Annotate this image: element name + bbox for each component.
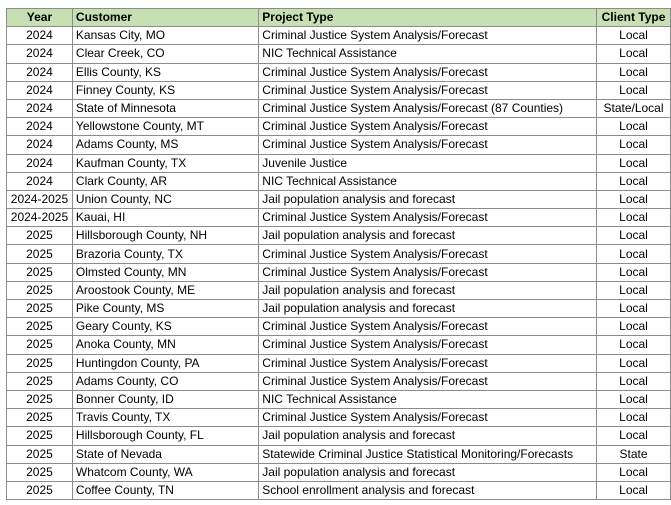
table-row [7,172,671,190]
cell-client-type: State [597,445,671,463]
cell-client-type: State/Local [597,99,671,117]
table-row [7,190,671,208]
cell-year: 2025 [7,300,73,318]
cell-project-type: NIC Technical Assistance [259,45,597,63]
cell-customer: Hillsborough County, NH [72,227,258,245]
cell-client-type: Local [597,136,671,154]
cell-client-type: Local [597,63,671,81]
cell-project-type: Criminal Justice System Analysis/Forecast [259,63,597,81]
cell-year: 2024 [7,63,73,81]
cell-client-type: Local [597,190,671,208]
cell-project-type: Criminal Justice System Analysis/Forecast [259,118,597,136]
cell-year: 2025 [7,481,73,499]
cell-customer: Ellis County, KS [72,63,258,81]
cell-year: 2024 [7,118,73,136]
cell-project-type: Jail population analysis and forecast [259,300,597,318]
cell-project-type: Jail population analysis and forecast [259,427,597,445]
cell-customer: Pike County, MS [72,300,258,318]
cell-project-type: Criminal Justice System Analysis/Forecast [259,209,597,227]
table-row [7,336,671,354]
cell-project-type: Criminal Justice System Analysis/Forecast [259,318,597,336]
cell-project-type: Criminal Justice System Analysis/Forecast (87 Counties) [259,99,597,117]
cell-client-type: Local [597,427,671,445]
cell-project-type: Criminal Justice System Analysis/Forecast [259,245,597,263]
cell-project-type: Jail population analysis and forecast [259,463,597,481]
header-year: Year [7,9,73,27]
table-row [7,245,671,263]
cell-project-type: Jail population analysis and forecast [259,281,597,299]
cell-client-type: Local [597,390,671,408]
cell-client-type: Local [597,27,671,45]
cell-customer: Whatcom County, WA [72,463,258,481]
cell-project-type: NIC Technical Assistance [259,172,597,190]
cell-project-type: Statewide Criminal Justice Statistical Monitoring/Forecasts [259,445,597,463]
cell-client-type: Local [597,81,671,99]
projects-table [6,8,671,500]
cell-project-type: Criminal Justice System Analysis/Forecast [259,409,597,427]
cell-year: 2024 [7,81,73,99]
table-row [7,409,671,427]
cell-customer: Anoka County, MN [72,336,258,354]
cell-project-type: Criminal Justice System Analysis/Forecast [259,354,597,372]
cell-year: 2024 [7,27,73,45]
table-row [7,281,671,299]
table-body [7,27,671,500]
cell-customer: Union County, NC [72,190,258,208]
cell-year: 2024 [7,172,73,190]
table-row [7,99,671,117]
cell-client-type: Local [597,154,671,172]
table-row [7,481,671,499]
cell-customer: Huntingdon County, PA [72,354,258,372]
cell-project-type: Jail population analysis and forecast [259,227,597,245]
cell-year: 2025 [7,354,73,372]
cell-year: 2024 [7,136,73,154]
cell-client-type: Local [597,336,671,354]
cell-year: 2025 [7,245,73,263]
cell-client-type: Local [597,463,671,481]
cell-customer: Clark County, AR [72,172,258,190]
cell-customer: Bonner County, ID [72,390,258,408]
cell-client-type: Local [597,172,671,190]
cell-client-type: Local [597,372,671,390]
cell-client-type: Local [597,318,671,336]
table-row [7,227,671,245]
cell-year: 2025 [7,281,73,299]
spreadsheet-table-container [6,8,671,500]
cell-project-type: Jail population analysis and forecast [259,190,597,208]
header-client-type: Client Type [597,9,671,27]
cell-client-type: Local [597,209,671,227]
cell-year: 2025 [7,445,73,463]
cell-project-type: Criminal Justice System Analysis/Forecast [259,372,597,390]
cell-client-type: Local [597,263,671,281]
cell-year: 2025 [7,390,73,408]
header-project-type: Project Type [259,9,597,27]
cell-client-type: Local [597,281,671,299]
table-row [7,263,671,281]
cell-year: 2025 [7,409,73,427]
table-row [7,27,671,45]
table-row [7,45,671,63]
table-row [7,63,671,81]
cell-year: 2025 [7,463,73,481]
cell-customer: Aroostook County, ME [72,281,258,299]
cell-year: 2025 [7,263,73,281]
cell-client-type: Local [597,245,671,263]
table-row [7,372,671,390]
table-row [7,81,671,99]
cell-customer: Yellowstone County, MT [72,118,258,136]
cell-project-type: School enrollment analysis and forecast [259,481,597,499]
cell-year: 2024-2025 [7,190,73,208]
table-row [7,300,671,318]
table-row [7,427,671,445]
cell-customer: Hillsborough County, FL [72,427,258,445]
cell-client-type: Local [597,45,671,63]
cell-year: 2024-2025 [7,209,73,227]
header-customer: Customer [72,9,258,27]
cell-customer: Brazoria County, TX [72,245,258,263]
cell-customer: Kauai, HI [72,209,258,227]
cell-client-type: Local [597,300,671,318]
cell-project-type: Juvenile Justice [259,154,597,172]
cell-customer: Clear Creek, CO [72,45,258,63]
cell-customer: Kaufman County, TX [72,154,258,172]
cell-year: 2025 [7,427,73,445]
header-row [7,9,671,27]
table-row [7,354,671,372]
cell-customer: State of Minnesota [72,99,258,117]
table-row [7,390,671,408]
cell-client-type: Local [597,481,671,499]
cell-project-type: NIC Technical Assistance [259,390,597,408]
table-row [7,463,671,481]
cell-customer: Kansas City, MO [72,27,258,45]
table-row [7,136,671,154]
cell-client-type: Local [597,118,671,136]
cell-customer: State of Nevada [72,445,258,463]
cell-project-type: Criminal Justice System Analysis/Forecast [259,336,597,354]
cell-customer: Travis County, TX [72,409,258,427]
table-row [7,209,671,227]
cell-year: 2024 [7,99,73,117]
cell-customer: Olmsted County, MN [72,263,258,281]
cell-year: 2025 [7,372,73,390]
table-row [7,445,671,463]
cell-customer: Adams County, MS [72,136,258,154]
cell-year: 2025 [7,227,73,245]
table-row [7,154,671,172]
cell-customer: Geary County, KS [72,318,258,336]
cell-project-type: Criminal Justice System Analysis/Forecast [259,81,597,99]
cell-year: 2024 [7,154,73,172]
cell-year: 2025 [7,318,73,336]
cell-customer: Coffee County, TN [72,481,258,499]
cell-client-type: Local [597,227,671,245]
cell-project-type: Criminal Justice System Analysis/Forecast [259,27,597,45]
cell-year: 2025 [7,336,73,354]
cell-client-type: Local [597,409,671,427]
cell-year: 2024 [7,45,73,63]
cell-client-type: Local [597,354,671,372]
cell-customer: Finney County, KS [72,81,258,99]
cell-customer: Adams County, CO [72,372,258,390]
table-row [7,118,671,136]
cell-project-type: Criminal Justice System Analysis/Forecast [259,263,597,281]
table-row [7,318,671,336]
cell-project-type: Criminal Justice System Analysis/Forecast [259,136,597,154]
